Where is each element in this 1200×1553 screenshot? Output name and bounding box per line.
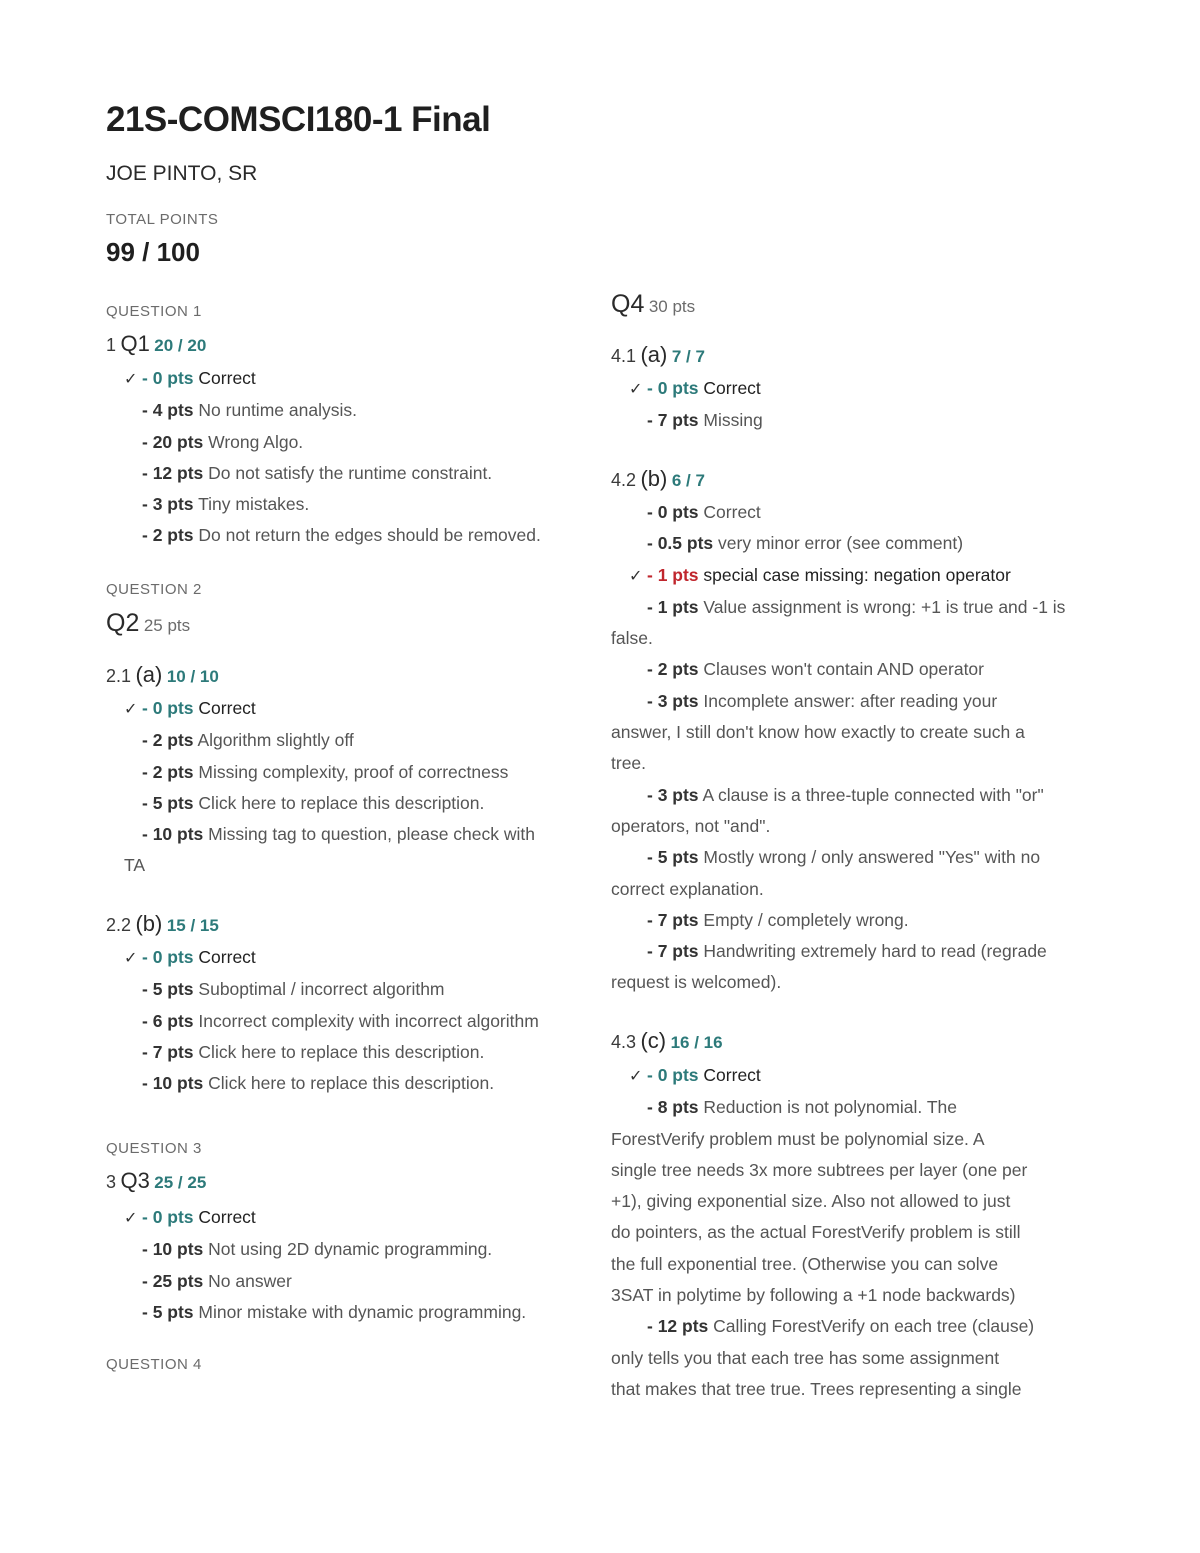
q1-rubric (124, 363, 604, 552)
rubric-item (611, 842, 1101, 873)
rubric-item (124, 1234, 604, 1265)
rubric-description: 3SAT in polytime by following a +1 node backwards) (611, 1285, 1016, 1306)
rubric-description: Correct (198, 368, 256, 388)
rubric-description: Correct (198, 698, 256, 718)
rubric-item-continuation (611, 811, 1101, 842)
rubric-points: - 5 pts (647, 847, 699, 868)
rubric-description: Do not return the edges should be removed. (198, 525, 541, 546)
q2-2-rubric (124, 942, 604, 1099)
question-score: 7 / 7 (671, 347, 705, 366)
rubric-item (124, 725, 604, 756)
rubric-points: - 1 pts (647, 564, 699, 585)
rubric-description: No runtime analysis. (198, 400, 357, 421)
rubric-item (124, 1037, 604, 1068)
question-name: Q1 (120, 331, 150, 356)
rubric-item-continuation (611, 967, 1101, 998)
rubric-points: - 3 pts (647, 784, 699, 805)
question-2-2-heading (106, 911, 219, 937)
check-icon: ✓ (124, 950, 138, 967)
rubric-item-continuation (611, 1280, 1101, 1311)
rubric-description: correct explanation. (611, 878, 764, 899)
rubric-description: that makes that tree true. Trees representing a single (611, 1378, 1022, 1399)
rubric-description: operators, not "and". (611, 815, 771, 836)
rubric-description: Suboptimal / incorrect algorithm (198, 979, 445, 1000)
rubric-item (629, 405, 1099, 436)
rubric-points: - 5 pts (142, 792, 194, 813)
rubric-description: TA (124, 855, 146, 876)
rubric-points: - 7 pts (647, 941, 699, 962)
q4-1-rubric (629, 373, 1099, 437)
rubric-description: Calling ForestVerify on each tree (clause) (713, 1316, 1035, 1337)
rubric-points: - 0 pts (142, 698, 194, 718)
rubric-points: - 5 pts (142, 979, 194, 1000)
question-4-2-heading (611, 466, 705, 492)
question-number: 4.1 (611, 346, 637, 366)
question-name: (a) (640, 342, 668, 367)
rubric-points: - 25 pts (142, 1270, 204, 1291)
rubric-description: Reduction is not polynomial. The (703, 1097, 957, 1118)
rubric-item (611, 1311, 1101, 1342)
rubric-item-continuation (611, 1186, 1101, 1217)
rubric-item-continuation (611, 1124, 1101, 1155)
question-points: 25 pts (143, 616, 191, 635)
question-score: 20 / 20 (154, 336, 207, 355)
rubric-description: Clauses won't contain AND operator (703, 659, 984, 680)
rubric-item (611, 1060, 1101, 1092)
rubric-points: - 12 pts (647, 1316, 709, 1337)
rubric-description: Correct (198, 947, 256, 967)
question-number: 2.1 (106, 666, 132, 686)
rubric-description: special case missing: negation operator (703, 564, 1011, 585)
question-2-heading (106, 609, 190, 638)
question-number: 4.3 (611, 1032, 637, 1052)
rubric-points: - 0 pts (647, 1065, 699, 1085)
rubric-item-continuation (124, 850, 604, 881)
rubric-item (124, 1266, 604, 1297)
question-name: (a) (135, 662, 163, 687)
rubric-item (611, 592, 1101, 623)
rubric-description: single tree needs 3x more subtrees per layer (one per (611, 1159, 1028, 1180)
rubric-points: - 7 pts (647, 410, 699, 431)
check-icon: ✓ (124, 701, 138, 718)
rubric-points: - 0 pts (142, 368, 194, 388)
rubric-item (124, 395, 604, 426)
rubric-description: Click here to replace this description. (208, 1073, 495, 1094)
rubric-description: Correct (703, 502, 761, 522)
rubric-points: - 3 pts (647, 690, 699, 711)
rubric-item (611, 905, 1101, 936)
question-score: 6 / 7 (671, 471, 705, 490)
question-2-1-heading (106, 662, 219, 688)
rubric-description: Correct (198, 1207, 256, 1227)
question-number: 1 (106, 335, 117, 355)
rubric-item-continuation (611, 1374, 1101, 1405)
question-3-label: QUESTION 3 (106, 1140, 202, 1157)
rubric-description: Click here to replace this description. (198, 1041, 485, 1062)
total-points-label: TOTAL POINTS (106, 211, 219, 228)
rubric-description: ForestVerify problem must be polynomial size. A (611, 1128, 985, 1149)
rubric-description: Incorrect complexity with incorrect algorithm (198, 1010, 539, 1031)
check-icon: ✓ (124, 1210, 138, 1227)
rubric-item (124, 757, 604, 788)
rubric-item (611, 528, 1101, 559)
rubric-points: - 5 pts (142, 1301, 194, 1322)
rubric-points: - 10 pts (142, 824, 204, 845)
question-4-1-heading (611, 342, 705, 368)
question-number: 3 (106, 1172, 117, 1192)
rubric-points: - 8 pts (647, 1097, 699, 1118)
rubric-item (124, 1202, 604, 1234)
question-4-3-heading (611, 1028, 723, 1054)
rubric-item-continuation (611, 717, 1101, 748)
rubric-description: Incomplete answer: after reading your (703, 690, 998, 711)
rubric-description: Empty / completely wrong. (703, 909, 909, 930)
rubric-item (611, 686, 1101, 717)
rubric-item (611, 654, 1101, 685)
rubric-item (124, 974, 604, 1005)
question-2-label: QUESTION 2 (106, 581, 202, 598)
question-3-heading (106, 1168, 206, 1194)
rubric-description: A clause is a three-tuple connected with "or" (702, 784, 1044, 805)
rubric-points: - 7 pts (647, 909, 699, 930)
exam-title: 21S-COMSCI180-1 Final (106, 100, 491, 139)
question-4-label: QUESTION 4 (106, 1356, 202, 1373)
rubric-points: - 2 pts (142, 730, 194, 751)
rubric-description: Tiny mistakes. (198, 494, 310, 515)
question-name: Q2 (106, 609, 140, 637)
question-name: Q4 (611, 290, 645, 318)
rubric-description: Correct (703, 378, 761, 398)
rubric-item (629, 373, 1099, 405)
student-name: JOE PINTO, SR (106, 162, 258, 185)
rubric-item (611, 936, 1101, 967)
check-icon: ✓ (629, 1068, 643, 1085)
rubric-points: - 2 pts (142, 761, 194, 782)
rubric-item (124, 458, 604, 489)
rubric-item (124, 1006, 604, 1037)
rubric-item (124, 363, 604, 395)
rubric-points: - 6 pts (142, 1010, 194, 1031)
question-1-heading (106, 331, 206, 357)
rubric-item (611, 1092, 1101, 1123)
question-points: 30 pts (648, 297, 696, 316)
rubric-points: - 0 pts (142, 947, 194, 967)
rubric-description: request is welcomed). (611, 972, 782, 993)
rubric-description: the full exponential tree. (Otherwise you can solve (611, 1253, 999, 1274)
rubric-item (124, 1297, 604, 1328)
rubric-description: Do not satisfy the runtime constraint. (208, 462, 493, 483)
rubric-description: Not using 2D dynamic programming. (208, 1239, 493, 1260)
rubric-item (124, 819, 604, 850)
rubric-item (611, 497, 1101, 528)
rubric-description: only tells you that each tree has some assignment (611, 1347, 1000, 1368)
question-score: 15 / 15 (166, 916, 219, 935)
rubric-item-continuation (611, 1249, 1101, 1280)
rubric-item-continuation (611, 874, 1101, 905)
rubric-description: Click here to replace this description. (198, 792, 485, 813)
rubric-description: Minor mistake with dynamic programming. (198, 1301, 527, 1322)
question-number: 4.2 (611, 470, 637, 490)
q3-rubric (124, 1202, 604, 1328)
rubric-item-continuation (611, 1155, 1101, 1186)
rubric-points: - 7 pts (142, 1041, 194, 1062)
rubric-points: - 12 pts (142, 462, 204, 483)
rubric-description: Missing tag to question, please check with (208, 824, 535, 845)
rubric-description: Missing (703, 410, 763, 431)
rubric-item-continuation (611, 1343, 1101, 1374)
q4-2-rubric (611, 497, 1101, 999)
q4-3-rubric (611, 1060, 1101, 1405)
question-number: 2.2 (106, 915, 132, 935)
question-1-label: QUESTION 1 (106, 303, 202, 320)
rubric-points: - 3 pts (142, 494, 194, 515)
rubric-item-continuation (611, 748, 1101, 779)
rubric-description: Missing complexity, proof of correctness (198, 761, 509, 782)
question-name: Q3 (120, 1168, 150, 1193)
rubric-points: - 0 pts (647, 502, 699, 522)
rubric-points: - 0 pts (142, 1207, 194, 1227)
rubric-points: - 20 pts (142, 431, 204, 452)
rubric-points: - 0 pts (647, 378, 699, 398)
rubric-points: - 2 pts (647, 659, 699, 680)
rubric-item (124, 942, 604, 974)
rubric-item (124, 788, 604, 819)
rubric-item-continuation (611, 1217, 1101, 1248)
total-points-value: 99 / 100 (106, 237, 200, 267)
check-icon: ✓ (124, 371, 138, 388)
rubric-description: Handwriting extremely hard to read (regrade (703, 941, 1047, 962)
rubric-item-continuation (611, 623, 1101, 654)
rubric-description: tree. (611, 753, 647, 774)
rubric-description: very minor error (see comment) (718, 533, 964, 554)
question-name: (b) (135, 911, 163, 936)
rubric-points: - 4 pts (142, 400, 194, 421)
rubric-points: - 0.5 pts (647, 533, 714, 554)
rubric-description: Mostly wrong / only answered "Yes" with no (703, 847, 1041, 868)
rubric-description: Wrong Algo. (208, 431, 304, 452)
rubric-item (124, 489, 604, 520)
question-name: (c) (640, 1028, 667, 1053)
rubric-item (124, 1068, 604, 1099)
rubric-item (611, 560, 1101, 592)
question-name: (b) (640, 466, 668, 491)
rubric-points: - 2 pts (142, 525, 194, 546)
rubric-item (611, 780, 1101, 811)
rubric-item (124, 520, 604, 551)
rubric-points: - 1 pts (647, 596, 699, 617)
rubric-points: - 10 pts (142, 1073, 204, 1094)
rubric-description: Algorithm slightly off (197, 730, 354, 751)
question-score: 10 / 10 (166, 667, 219, 686)
check-icon: ✓ (629, 567, 643, 585)
rubric-description: Value assignment is wrong: +1 is true and -1 is (703, 596, 1066, 617)
rubric-description: No answer (208, 1270, 292, 1291)
check-icon: ✓ (629, 381, 643, 398)
rubric-description: do pointers, as the actual ForestVerify problem is still (611, 1222, 1021, 1243)
q2-1-rubric (124, 693, 604, 882)
rubric-description: false. (611, 628, 653, 649)
question-4-heading (611, 290, 695, 319)
question-score: 25 / 25 (154, 1173, 207, 1192)
rubric-description: answer, I still don't know how exactly to create such a (611, 722, 1025, 743)
rubric-description: +1), giving exponential size. Also not allowed to just (611, 1191, 1011, 1212)
question-score: 16 / 16 (670, 1033, 723, 1052)
rubric-description: Correct (703, 1065, 761, 1085)
rubric-item (124, 427, 604, 458)
rubric-points: - 10 pts (142, 1239, 204, 1260)
rubric-item (124, 693, 604, 725)
